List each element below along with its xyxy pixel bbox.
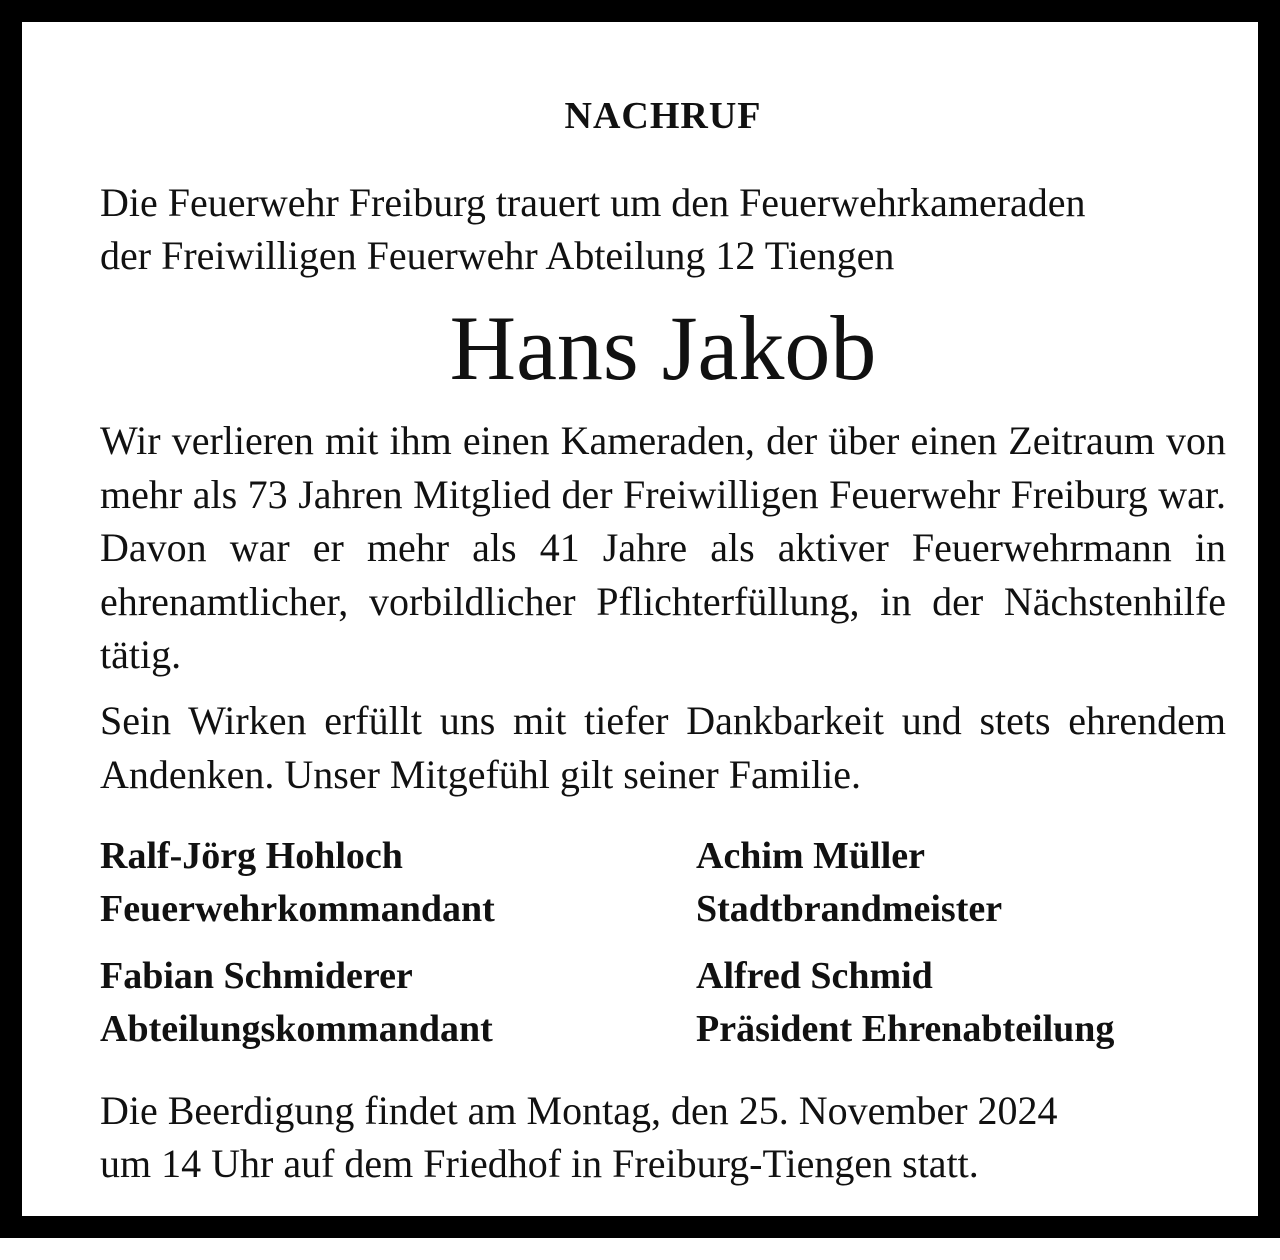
signatory-2 [696,830,1002,936]
signatory-name: Fabian Schmiderer [100,955,413,997]
signatory-title: Stadtbrandmeister [696,888,1003,930]
signatory-name: Ralf-Jörg Hohloch [100,835,403,877]
signatory-title: Abteilungskommandant [100,1008,493,1050]
signatory-1 [100,830,495,936]
deceased-name: Hans Jakob [449,297,877,399]
tribute-paragraph-1: Wir verlieren mit ihm einen Kameraden, der über einen Zeitraum von mehr als 73 Jahren Mitglied der Freiwilligen Feuerwehr Freiburg war. Davon war er mehr als 41 Jahre als aktiver Feuerwehrmann in ehrenamtlicher, vorbildlicher Pflichterfüllung, in der Nächstenhilfe tätig. [100,418,1226,677]
signatory-3 [100,950,493,1056]
funeral-notice [100,1084,1226,1190]
signatory-4 [696,950,1114,1056]
signatory-title: Präsident Ehrenabteilung [696,1008,1115,1050]
tribute-paragraph-2: Sein Wirken erfüllt uns mit tiefer Dankbarkeit und stets ehrendem Andenken. Unser Mitgefühl gilt seiner Familie. [100,698,1226,797]
intro-text [100,176,1226,282]
funeral-line-1: Die Beerdigung findet am Montag, den 25. November 2024 [100,1088,1058,1133]
intro-line-2: der Freiwilligen Feuerwehr Abteilung 12 Tiengen [100,233,895,278]
signatory-title: Feuerwehrkommandant [100,888,495,930]
signatory-name: Achim Müller [696,835,926,877]
signatory-name: Alfred Schmid [696,955,933,997]
funeral-line-2: um 14 Uhr auf dem Friedhof in Freiburg-Tiengen statt. [100,1141,979,1186]
intro-line-1: Die Feuerwehr Freiburg trauert um den Feuerwehrkameraden [100,180,1086,225]
signatories [100,830,1226,1070]
obituary-content [100,22,1226,1260]
obituary-heading: NACHRUF [564,95,762,137]
